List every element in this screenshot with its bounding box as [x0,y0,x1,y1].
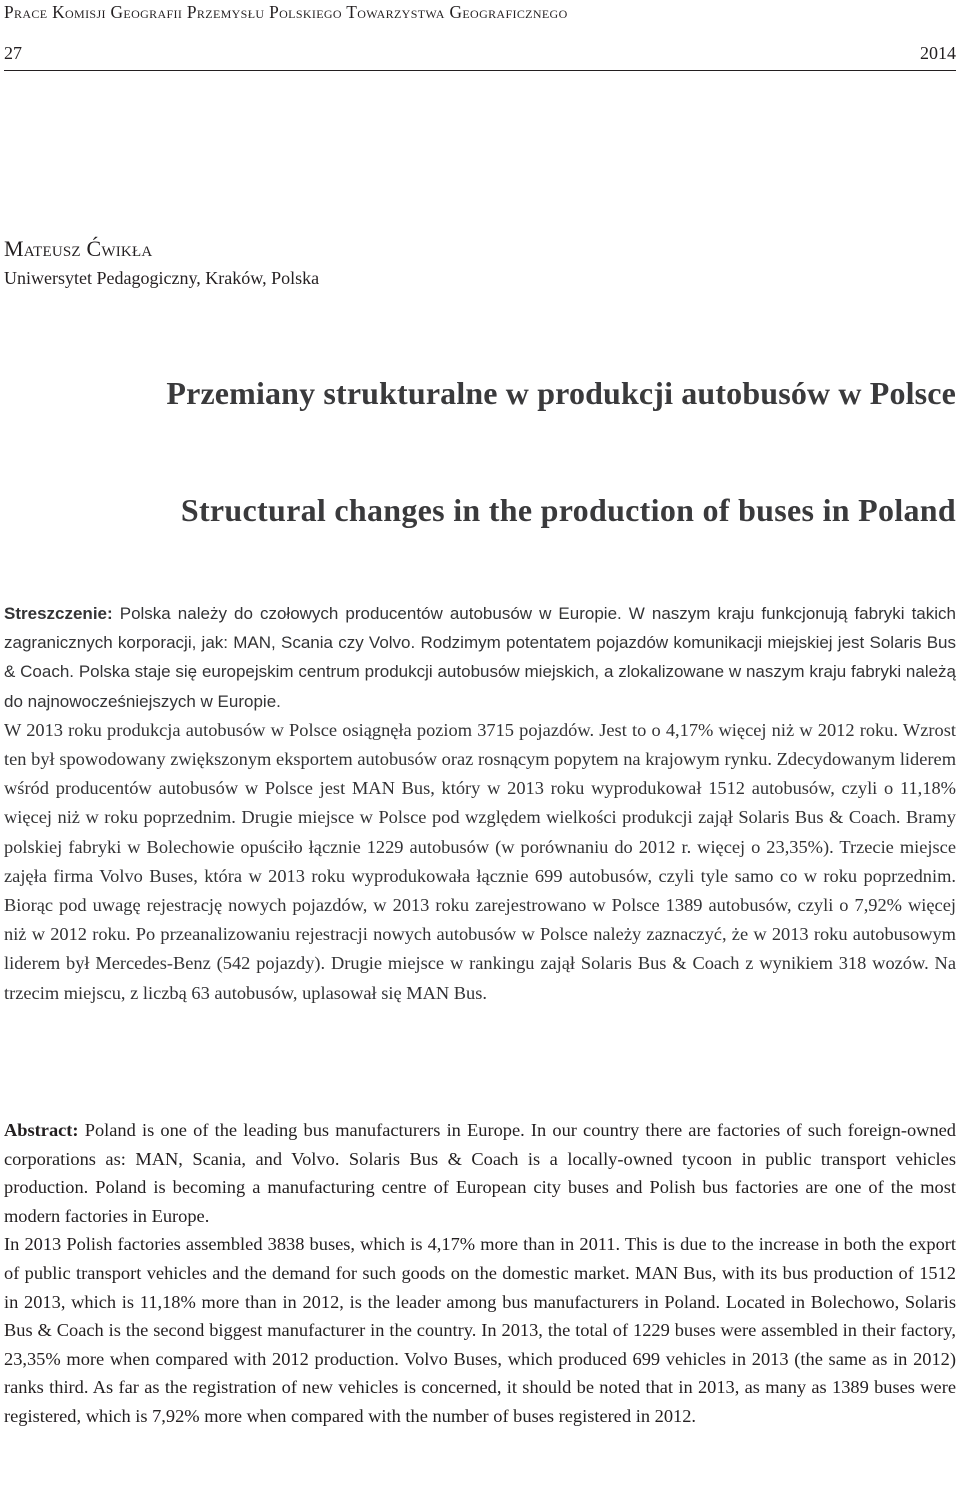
abstract-text-1: Poland is one of the leading bus manufacturers in Europe. In our country there are factories of such foreign-owned corporations as: MAN, Scania, and Volvo. Solaris Bus & Coach is a locally-owned tycoon in public transport vehicles production. Poland is becoming a manufacturing centre of European city buses and Polish bus factories are one of the most modern factories in Europe. [4,1120,956,1226]
abstract-label: Abstract: [4,1120,79,1140]
journal-name: Prace Komisji Geografii Przemysłu Polskiego Towarzystwa Geograficznego [4,2,568,22]
summary-text-2a: W 2013 roku produkcja autobusów w Polsce osiągnęła poziom 3715 pojazdów. Jest to o 4,17% więcej niż w 2012 roku. Wzrost ten był spowodowany zwiększonym eksportem autobusów oraz rosnącym popytem na krajowym rynku. [4,719,956,770]
issue-number: 27 [4,43,22,63]
summary-section [4,599,956,1008]
summary-paragraph-1 [4,599,956,716]
author-name: Mateusz Ćwikła [4,236,153,261]
title-english: Structural changes in the production of buses in Poland [180,492,956,528]
title-polish: Przemiany strukturalne w produkcji autobusów w Polsce [166,375,956,411]
abstract-paragraph-2: In 2013 Polish factories assembled 3838 buses, which is 4,17% more than in 2011. This is due to the increase in both the export of public transport vehicles and the demand for such goods on the domestic market. MAN Bus, with its bus production of 1512 in 2013, which is 11,18% more than in 2012, is the leader among bus manufacturers in Poland. Located in Bolechowo, Solaris Bus & Coach is the second biggest manufacturer in the country. In 2013, the total of 1229 buses were assembled in their factory, 23,35% more when compared with 2012 production. Volvo Buses, which produced 699 vehicles in 2013 (the same as in 2012) ranks third. As far as the registration of new vehicles is concerned, it should be noted that in 2013, as many as 1389 buses were registered, which is 7,92% more when compared with the number of buses registered in 2012. [4,1234,956,1426]
issue-year: 2014 [920,43,956,63]
author-affiliation: Uniwersytet Pedagogiczny, Kraków, Polska [4,268,320,288]
summary-paragraph-2 [4,716,956,1008]
header-rule [4,70,956,71]
summary-label: Streszczenie: [4,604,113,623]
abstract-paragraph-1 [4,1116,956,1230]
summary-text-2b: Zdecydowanym liderem wśród producentów autobusów w Polsce jest MAN Bus, który w 2013 roku wyprodukował 1512 autobusów, czyli o 11,18% więcej niż w roku poprzednim. Drugie miejsce w Polsce pod względem wielkości produkcji zajął Solaris Bus & Coach. Bramy polskiej fabryki w Bolechowie opuściło łącznie 1229 autobusów (w porównaniu do 2012 r. więcej o 23,35%). Trzecie miejsce zajęła firma Volvo Buses, która w 2013 roku wyprodukowała łącznie 699 autobusów, czyli tyle samo co w roku poprzednim. Biorąc pod uwagę rejestrację nowych pojazdów, w 2013 roku zarejestrowano w Polsce 1389 autobusów, czyli o 7,92% więcej niż w 2012 roku. Po przeanalizowaniu rejestracji nowych autobusów w Polsce należy zaznaczyć, że w 2013 roku autobusowym liderem był Mercedes-Benz (542 pojazdy). Drugie miejsce w rankingu zajął Solaris Bus & Coach z wynikiem 318 wozów. Na trzecim miejscu, z liczbą 63 autobusów, uplasował się MAN Bus. [4,749,956,1003]
summary-text-1: Polska należy do czołowych producentów autobusów w Europie. W naszym kraju funkcjonują fabryki takich zagranicznych korporacji, jak: MAN, Scania czy Volvo. Rodzimym potentatem pojazdów komunikacji miejskiej jest Solaris Bus & Coach. Polska staje się europejskim centrum produkcji autobusów miejskich, a zlokalizowane w naszym kraju fabryki należą do najnowocześniejszych w Europie. [4,604,956,711]
abstract-section [4,1116,956,1431]
